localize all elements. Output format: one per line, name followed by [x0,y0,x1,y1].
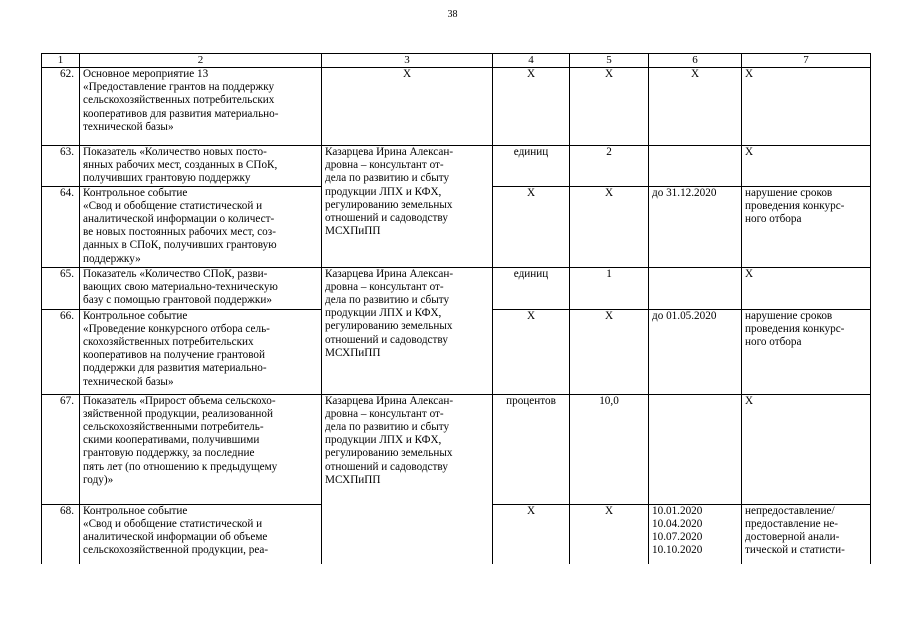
text-line: данных в СПоК, получивших грантовую [83,239,277,252]
text-line: дровна – консультант от- [325,407,444,420]
text-line: Казарцева Ирина Алексан- [325,267,454,280]
note-cell [742,309,871,394]
text-line: аналитической информации об объеме [83,531,268,544]
text-line: ного отбора [745,336,802,349]
text-line: продукции ЛПХ и КФХ, [325,434,442,447]
text-line: до 31.12.2020 [652,186,717,199]
note-cell [742,504,871,564]
row-number-cell: 64. [42,186,80,267]
text-line: продукции ЛПХ и КФХ, [325,307,442,320]
unit-cell: X [493,186,570,267]
text-line: нарушение сроков [745,309,833,322]
text-line: отношений и садоводству [325,212,448,225]
text-line: дела по развитию и сбыту [325,294,450,307]
text-line: вающих свою материально-техническую [83,280,278,293]
unit-cell: X [493,68,570,146]
deadline-cell [649,146,742,187]
text-line: продукции ЛПХ и КФХ, [325,185,442,198]
description-cell [80,146,322,187]
text-line: янных рабочих мест, созданных в СПоК, [83,159,278,172]
text-line: Контрольное событие [83,309,188,322]
text-line: сельскохозяйственными потребитель- [83,421,264,434]
text-line: Показатель «Прирост объема сельскохо- [83,394,276,407]
text-line: до 01.05.2020 [652,309,717,322]
text-line: X [690,68,700,80]
value-cell: X [570,186,649,267]
text-line: Казарцева Ирина Алексан- [325,146,454,158]
row-number-cell: 68. [42,504,80,564]
text-line: кооперативов для развития материально- [83,107,279,120]
column-header: 4 [493,54,570,68]
text-line: ного отбора [745,213,802,226]
row-number-cell: 66. [42,309,80,394]
responsible-cell: X [322,68,493,146]
text-line: X [745,267,754,280]
text-line: Показатель «Количество СПоК, разви- [83,267,268,280]
note-cell [742,146,871,187]
text-line: 10.04.2020 [652,517,703,530]
unit-cell: единиц [493,146,570,187]
description-cell [80,267,322,309]
deadline-cell [649,68,742,146]
page-number: 38 [447,9,458,20]
unit-cell: процентов [493,394,570,504]
text-line: 10.01.2020 [652,504,703,517]
text-line: грантовую поддержку, за последние [83,447,255,460]
value-cell: 10,0 [570,394,649,504]
text-line: зяйственной продукции, реализованной [83,407,274,420]
description-cell [80,186,322,267]
text-line: отношений и садоводству [325,333,448,346]
table-row [42,68,871,146]
text-line: X [745,394,754,407]
text-line: 10.07.2020 [652,531,703,544]
text-line: ве новых постоянных рабочих мест, соз- [83,226,276,239]
text-line: «Предоставление грантов на поддержку [83,81,275,94]
text-line: X [745,146,754,158]
text-line: пять лет (по отношению к предыдущему [83,460,278,473]
text-line: кооперативов на получение грантовой [83,349,265,362]
text-line: базу с помощью грантовой поддержки» [83,294,272,307]
value-cell: X [570,68,649,146]
table-row [42,394,871,504]
row-number-cell: 62. [42,68,80,146]
text-line: МСХПиПП [325,225,381,238]
note-cell [742,68,871,146]
table-row [42,267,871,309]
text-line: «Свод и обобщение статистической и [83,517,263,530]
text-line: X [745,68,754,80]
unit-cell: X [493,309,570,394]
text-line: МСХПиПП [325,473,381,486]
deadline-cell [649,186,742,267]
text-line: Основное мероприятие 13 [83,68,209,80]
text-line: регулированию земельных [325,198,453,211]
header-row [42,54,871,68]
text-line: Казарцева Ирина Алексан- [325,394,454,407]
note-cell [742,267,871,309]
text-line: скими кооперативами, получившими [83,434,260,447]
table-row [42,146,871,187]
text-line: «Проведение конкурсного отбора сель- [83,322,270,335]
text-line: проведения конкурс- [745,322,845,335]
text-line: скохозяйственных потребительских [83,336,254,349]
responsible-cell [322,394,493,564]
responsible-cell [322,146,493,268]
description-cell [80,309,322,394]
unit-cell: единиц [493,267,570,309]
plan-table [41,53,871,564]
value-cell: 2 [570,146,649,187]
column-header: 6 [649,54,742,68]
text-line: МСХПиПП [325,346,381,359]
text-line: «Свод и обобщение статистической и [83,199,263,212]
description-cell [80,504,322,564]
text-line: поддержки для развития материально- [83,362,267,375]
row-number-cell: 67. [42,394,80,504]
text-line: дела по развитию и сбыту [325,172,450,185]
column-header: 2 [80,54,322,68]
value-cell: 1 [570,267,649,309]
deadline-cell [649,309,742,394]
text-line: дровна – консультант от- [325,159,444,172]
deadline-cell [649,504,742,564]
deadline-cell [649,267,742,309]
text-line: тической и статисти- [745,544,845,557]
value-cell: X [570,309,649,394]
text-line: нарушение сроков [745,186,833,199]
text-line: достоверной анали- [745,531,840,544]
note-cell [742,394,871,504]
text-line: аналитической информации о количест- [83,213,275,226]
text-line: дровна – консультант от- [325,280,444,293]
text-line: получивших грантовую поддержку [83,172,251,185]
unit-cell: X [493,504,570,564]
text-line: году)» [83,473,114,486]
text-line: проведения конкурс- [745,199,845,212]
text-line: 10.10.2020 [652,544,703,557]
text-line: Контрольное событие [83,504,188,517]
note-cell [742,186,871,267]
description-cell [80,68,322,146]
text-line: регулированию земельных [325,447,453,460]
text-line: дела по развитию и сбыту [325,421,450,434]
column-header: 1 [42,54,80,68]
column-header: 5 [570,54,649,68]
text-line: сельскохозяйственной продукции, реа- [83,544,269,557]
text-line: непредоставление/ [745,504,835,517]
text-line: отношений и садоводству [325,460,448,473]
column-header: 3 [322,54,493,68]
text-line: регулированию земельных [325,320,453,333]
text-line: технической базы» [83,375,174,388]
row-number-cell: 65. [42,267,80,309]
row-number-cell: 63. [42,146,80,187]
text-line: Контрольное событие [83,186,188,199]
description-cell [80,394,322,504]
value-cell: X [570,504,649,564]
text-line: сельскохозяйственных потребительских [83,94,275,107]
text-line: предоставление не- [745,517,839,530]
responsible-cell [322,267,493,394]
column-header: 7 [742,54,871,68]
text-line: поддержку» [83,252,141,265]
text-line: технической базы» [83,120,174,133]
deadline-cell [649,394,742,504]
text-line: Показатель «Количество новых посто- [83,146,267,158]
